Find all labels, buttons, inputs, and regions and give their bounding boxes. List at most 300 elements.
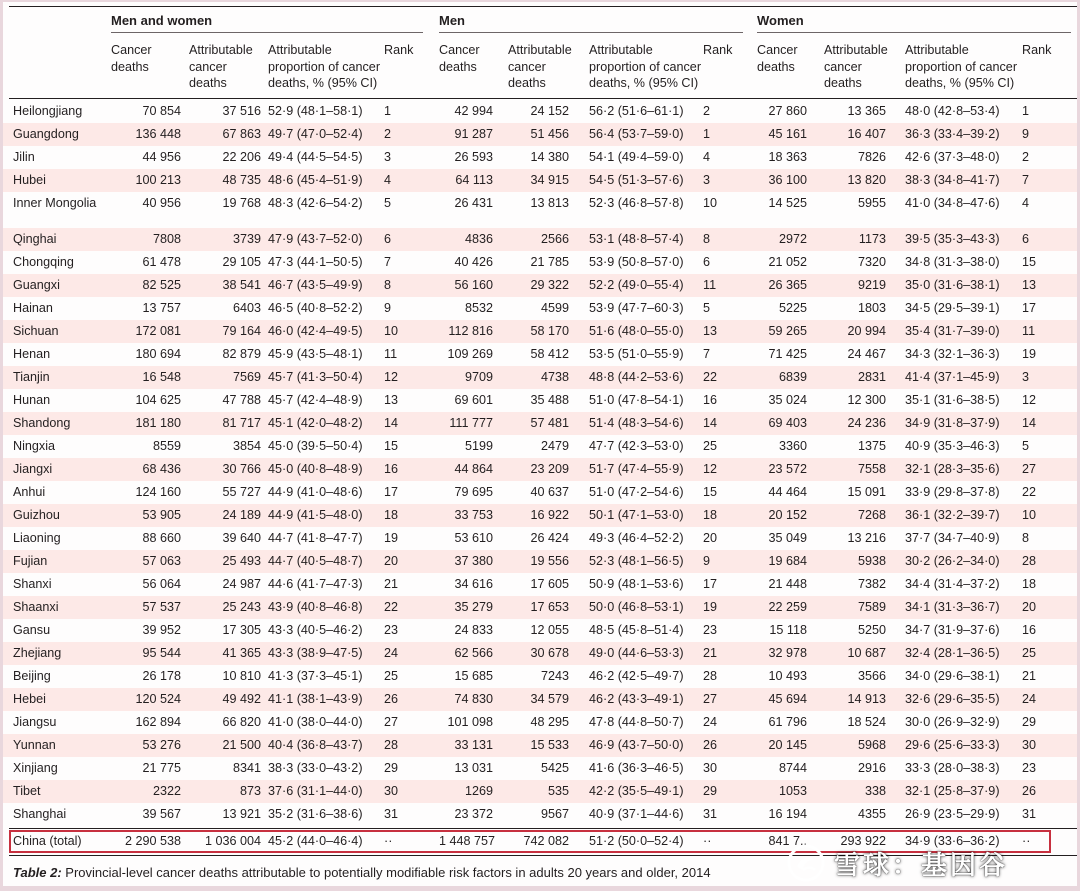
cell-province: China (total) [13, 834, 82, 848]
cell-attributable-proportion: 43·3 (38·9–47·5) [268, 646, 363, 660]
cell-attributable-proportion: 33·9 (29·8–37·8) [905, 485, 1000, 499]
cell-rank: 31 [384, 807, 399, 821]
cell-attributable-proportion: 34·0 (29·6–38·1) [905, 669, 1000, 683]
cell-attributable-deaths: 1803 [857, 301, 886, 315]
cell-attributable-proportion: 53·9 (50·8–57·0) [589, 255, 684, 269]
cell-cancer-deaths: 8559 [152, 439, 181, 453]
cell-province: Guizhou [13, 508, 60, 522]
cell-attributable-deaths: 15 091 [847, 485, 886, 499]
cell-attributable-deaths: 47 788 [222, 393, 261, 407]
cell-cancer-deaths: 91 287 [454, 127, 493, 141]
cell-attributable-deaths: 82 879 [222, 347, 261, 361]
cell-attributable-proportion: 34·1 (31·3–36·7) [905, 600, 1000, 614]
cell-rank: 7 [384, 255, 392, 269]
cell-rank: 12 [1022, 393, 1037, 407]
cell-rank: 28 [384, 738, 399, 752]
cell-province: Tibet [13, 784, 41, 798]
cell-attributable-deaths: 35 488 [530, 393, 569, 407]
cell-attributable-proportion: 26·9 (23·5–29·9) [905, 807, 1000, 821]
cell-cancer-deaths: 14 525 [768, 196, 807, 210]
cell-attributable-proportion: 56·2 (51·6–61·1) [589, 104, 684, 118]
cell-attributable-proportion: 45·7 (42·4–48·9) [268, 393, 363, 407]
cell-cancer-deaths: 36 100 [768, 173, 807, 187]
cell-rank: 6 [384, 232, 392, 246]
cell-attributable-proportion: 35·1 (31·6–38·5) [905, 393, 1000, 407]
cell-attributable-deaths: 8341 [232, 761, 261, 775]
cell-province: Shanxi [13, 577, 52, 591]
cell-province: Beijing [13, 669, 51, 683]
cell-attributable-proportion: 54·5 (51·3–57·6) [589, 173, 684, 187]
cell-cancer-deaths: 21 448 [768, 577, 807, 591]
cell-cancer-deaths: 181 180 [135, 416, 181, 430]
cell-province: Liaoning [13, 531, 61, 545]
cancer-deaths-header: Cancer deaths [111, 43, 152, 74]
cell-attributable-proportion: 38·3 (33·0–43·2) [268, 761, 363, 775]
cell-attributable-proportion: 46·2 (43·3–49·1) [589, 692, 684, 706]
cell-rank: 14 [1022, 416, 1037, 430]
rank-header: Rank [384, 43, 414, 57]
cell-attributable-deaths: 29 105 [222, 255, 261, 269]
cell-attributable-deaths: 14 380 [530, 150, 569, 164]
cell-cancer-deaths: 33 131 [454, 738, 493, 752]
cell-rank: 15 [1022, 255, 1037, 269]
cell-rank: 31 [703, 807, 718, 821]
cell-attributable-proportion: 40·9 (37·1–44·6) [589, 807, 684, 821]
cell-cancer-deaths: 2972 [778, 232, 807, 246]
cell-attributable-proportion: 42·2 (35·5–49·1) [589, 784, 684, 798]
watermark [786, 840, 1008, 886]
table-row [3, 458, 1077, 481]
cell-rank: 15 [703, 485, 718, 499]
cell-province: Gansu [13, 623, 51, 637]
cell-cancer-deaths: 20 145 [768, 738, 807, 752]
cell-attributable-deaths: 2566 [540, 232, 569, 246]
table-row [3, 251, 1077, 274]
cell-attributable-proportion: 49·0 (44·6–53·3) [589, 646, 684, 660]
cell-rank: 11 [703, 278, 717, 292]
cell-cancer-deaths: 8532 [464, 301, 493, 315]
table-sheet [3, 2, 1077, 886]
cell-cancer-deaths: 62 566 [454, 646, 493, 660]
group-header-men: Men [439, 13, 465, 28]
caption-label: Table 2: [13, 865, 62, 880]
cell-attributable-proportion: 52·3 (48·1–56·5) [589, 554, 684, 568]
attributable-deaths-header: Attributable cancer deaths [508, 43, 572, 90]
cell-attributable-deaths: 12 055 [530, 623, 569, 637]
cell-province: Hubei [13, 173, 46, 187]
cell-cancer-deaths: 21 052 [768, 255, 807, 269]
cell-rank: 25 [1022, 646, 1037, 660]
cell-rank: 28 [703, 669, 718, 683]
cell-rank: 23 [1022, 761, 1037, 775]
cell-attributable-proportion: 45·1 (42·0–48·2) [268, 416, 363, 430]
cell-attributable-deaths: 7558 [857, 462, 886, 476]
cell-attributable-proportion: 47·7 (42·3–53·0) [589, 439, 684, 453]
cell-attributable-deaths: 17 305 [222, 623, 261, 637]
cell-cancer-deaths: 40 956 [142, 196, 181, 210]
cell-rank: 21 [703, 646, 718, 660]
cell-rank: 13 [384, 393, 399, 407]
cell-attributable-deaths: 55 727 [222, 485, 261, 499]
cell-rank: 2 [1022, 150, 1030, 164]
cell-attributable-proportion: 48·8 (44·2–53·6) [589, 370, 684, 384]
cell-attributable-proportion: 47·3 (44·1–50·5) [268, 255, 363, 269]
cell-attributable-deaths: 7826 [857, 150, 886, 164]
cell-cancer-deaths: 82 525 [142, 278, 181, 292]
cell-attributable-proportion: 34·9 (31·8–37·9) [905, 416, 1000, 430]
cell-cancer-deaths: 39 952 [142, 623, 181, 637]
cell-rank: 5 [703, 301, 711, 315]
cell-cancer-deaths: 71 425 [768, 347, 807, 361]
cell-attributable-proportion: 44·9 (41·0–48·6) [268, 485, 363, 499]
cell-attributable-proportion: 38·3 (34·8–41·7) [905, 173, 1000, 187]
cell-cancer-deaths: 109 269 [447, 347, 493, 361]
cell-attributable-deaths: 293 922 [840, 834, 886, 848]
cell-rank: 26 [384, 692, 399, 706]
cell-attributable-proportion: 48·6 (45·4–51·9) [268, 173, 363, 187]
cell-attributable-deaths: 5250 [857, 623, 886, 637]
cell-attributable-proportion: 54·1 (49·4–59·0) [589, 150, 684, 164]
table-row [3, 757, 1077, 780]
table-row [3, 366, 1077, 389]
cell-attributable-proportion: 53·1 (48·8–57·4) [589, 232, 684, 246]
cell-province: Fujian [13, 554, 48, 568]
cell-attributable-proportion: 46·9 (43·7–50·0) [589, 738, 684, 752]
table-row [3, 481, 1077, 504]
cell-attributable-deaths: 48 295 [530, 715, 569, 729]
cell-attributable-deaths: 7243 [540, 669, 569, 683]
cell-cancer-deaths: 120 524 [135, 692, 181, 706]
cell-rank: 25 [384, 669, 399, 683]
cell-attributable-deaths: 30 678 [530, 646, 569, 660]
cell-rank: 6 [703, 255, 711, 269]
cell-cancer-deaths: 56 064 [142, 577, 181, 591]
cell-rank: 3 [1022, 370, 1030, 384]
cell-attributable-deaths: 16 922 [530, 508, 569, 522]
cell-cancer-deaths: 16 194 [768, 807, 807, 821]
cell-rank: 30 [1022, 738, 1037, 752]
cell-cancer-deaths: 35 279 [454, 600, 493, 614]
cell-cancer-deaths: 68 436 [142, 462, 181, 476]
cell-rank: 10 [703, 196, 718, 210]
cell-attributable-deaths: 21 785 [530, 255, 569, 269]
cell-attributable-proportion: 45·0 (39·5–50·4) [268, 439, 363, 453]
cell-attributable-proportion: 50·0 (46·8–53·1) [589, 600, 684, 614]
group-header-men-and-women: Men and women [111, 13, 213, 28]
cell-cancer-deaths: 5199 [464, 439, 493, 453]
cell-attributable-proportion: 52·2 (49·0–55·4) [589, 278, 684, 292]
cell-cancer-deaths: 13 757 [142, 301, 181, 315]
cell-province: Hunan [13, 393, 51, 407]
rank-header: Rank [1022, 43, 1052, 57]
cell-rank: 8 [703, 232, 711, 246]
cell-cancer-deaths: 34 616 [454, 577, 493, 591]
cell-attributable-deaths: 12 300 [847, 393, 886, 407]
cell-attributable-deaths: 13 813 [530, 196, 569, 210]
cell-attributable-deaths: 13 216 [847, 531, 886, 545]
cell-rank: 6 [1022, 232, 1030, 246]
cell-rank: 28 [1022, 554, 1037, 568]
cell-province: Hebei [13, 692, 46, 706]
cell-province: Shandong [13, 416, 71, 430]
cell-cancer-deaths: 1053 [778, 784, 807, 798]
cell-cancer-deaths: 64 113 [455, 173, 493, 187]
cell-cancer-deaths: 19 684 [768, 554, 807, 568]
cell-cancer-deaths: 79 695 [454, 485, 493, 499]
cell-rank: 22 [384, 600, 399, 614]
cell-rank: 4 [1022, 196, 1030, 210]
cell-attributable-deaths: 23 209 [530, 462, 569, 476]
table-row [3, 146, 1077, 169]
cell-attributable-deaths: 38 541 [222, 278, 261, 292]
cell-rank: 18 [1022, 577, 1037, 591]
cell-province: Jilin [13, 150, 35, 164]
cell-cancer-deaths: 95 544 [142, 646, 181, 660]
cell-attributable-deaths: 3854 [232, 439, 261, 453]
cell-attributable-proportion: 52·3 (46·8–57·8) [589, 196, 684, 210]
cell-attributable-deaths: 58 170 [530, 324, 569, 338]
cell-province: Yunnan [13, 738, 56, 752]
cell-cancer-deaths: 53 610 [454, 531, 493, 545]
cell-rank: 18 [384, 508, 399, 522]
cell-rank: 17 [1022, 301, 1037, 315]
cell-rank: 9 [384, 301, 392, 315]
cell-rank: 14 [384, 416, 399, 430]
cell-attributable-deaths: 24 987 [222, 577, 261, 591]
cell-cancer-deaths: 20 152 [768, 508, 807, 522]
cell-rank: 27 [703, 692, 718, 706]
cell-rank: 16 [1022, 623, 1037, 637]
cell-rank: 10 [1022, 508, 1037, 522]
cell-cancer-deaths: 162 894 [135, 715, 181, 729]
cell-attributable-proportion: 44·6 (41·7–47·3) [268, 577, 363, 591]
cell-attributable-deaths: 26 424 [530, 531, 569, 545]
cell-cancer-deaths: 70 854 [142, 104, 181, 118]
cell-cancer-deaths: 74 830 [454, 692, 493, 706]
cell-attributable-proportion: 32·6 (29·6–35·5) [905, 692, 1000, 706]
cell-attributable-proportion: 34·4 (31·4–37·2) [905, 577, 1000, 591]
table-row [3, 412, 1077, 435]
cell-cancer-deaths: 39 567 [142, 807, 181, 821]
cell-attributable-proportion: 40·9 (35·3–46·3) [905, 439, 1000, 453]
cell-rank: 24 [384, 646, 399, 660]
cell-rank: 7 [1022, 173, 1030, 187]
cell-attributable-deaths: 2831 [857, 370, 886, 384]
table-row [3, 642, 1077, 665]
cell-attributable-deaths: 7320 [857, 255, 886, 269]
cell-attributable-deaths: 49 492 [222, 692, 261, 706]
table-row [3, 780, 1077, 803]
cell-attributable-deaths: 20 994 [847, 324, 886, 338]
cell-province: Tianjin [13, 370, 50, 384]
cell-cancer-deaths: 1269 [464, 784, 493, 798]
cell-province: Ningxia [13, 439, 55, 453]
cell-attributable-proportion: 43·3 (40·5–46·2) [268, 623, 363, 637]
cell-attributable-deaths: 24 236 [847, 416, 886, 430]
cell-attributable-deaths: 57 481 [530, 416, 569, 430]
attributable-proportion-header: Attributable proportion of cancer deaths, % (95% CI) [905, 43, 1018, 90]
cell-attributable-proportion: 35·4 (31·7–39·0) [905, 324, 1000, 338]
cell-attributable-proportion: 53·5 (51·0–55·9) [589, 347, 684, 361]
cell-attributable-proportion: 35·2 (31·6–38·6) [268, 807, 363, 821]
table-row [3, 550, 1077, 573]
cell-attributable-proportion: 47·8 (44·8–50·7) [589, 715, 684, 729]
cell-attributable-proportion: 41·6 (36·3–46·5) [589, 761, 684, 775]
cell-rank: 30 [703, 761, 718, 775]
cell-attributable-proportion: 30·0 (26·9–32·9) [905, 715, 1000, 729]
group-underline [111, 32, 423, 33]
cell-attributable-deaths: 1 036 004 [204, 834, 261, 848]
cell-rank: 18 [703, 508, 718, 522]
cell-attributable-proportion: 56·4 (53·7–59·0) [589, 127, 684, 141]
cell-attributable-proportion: 50·1 (47·1–53·0) [589, 508, 684, 522]
cell-cancer-deaths: 45 161 [768, 127, 807, 141]
cell-province: Shanghai [13, 807, 67, 821]
cell-cancer-deaths: 53 905 [142, 508, 181, 522]
cell-attributable-proportion: 51·0 (47·2–54·6) [589, 485, 684, 499]
cell-province: Qinghai [13, 232, 57, 246]
snowball-logo-icon [786, 843, 826, 883]
cell-rank: 27 [1022, 462, 1037, 476]
cell-attributable-proportion: 43·9 (40·8–46·8) [268, 600, 363, 614]
cell-attributable-deaths: 2479 [540, 439, 569, 453]
cell-cancer-deaths: 10 493 [768, 669, 807, 683]
column-header-row [3, 36, 1077, 98]
cell-attributable-proportion: 51·7 (47·4–55·9) [589, 462, 684, 476]
cell-cancer-deaths: 5225 [778, 301, 807, 315]
cell-attributable-deaths: 4355 [857, 807, 886, 821]
cell-cancer-deaths: 32 978 [768, 646, 807, 660]
cell-cancer-deaths: 18 363 [768, 150, 807, 164]
cell-cancer-deaths: 45 694 [768, 692, 807, 706]
cell-rank: 7 [703, 347, 711, 361]
cell-attributable-deaths: 3566 [857, 669, 886, 683]
cell-rank: ·· [1022, 834, 1031, 848]
cell-attributable-deaths: 14 913 [847, 692, 886, 706]
cell-rank: 26 [1022, 784, 1037, 798]
cell-rank: 19 [384, 531, 399, 545]
cell-attributable-deaths: 81 717 [222, 416, 261, 430]
cell-cancer-deaths: 23 572 [768, 462, 807, 476]
cell-rank: 26 [703, 738, 718, 752]
cell-cancer-deaths: 1 448 757 [439, 834, 496, 848]
group-underline [757, 32, 1071, 33]
cell-attributable-proportion: 49·7 (47·0–52·4) [268, 127, 363, 141]
cell-attributable-deaths: 15 533 [530, 738, 569, 752]
cell-rank: 25 [703, 439, 718, 453]
cell-attributable-proportion: 29·6 (25·6–33·3) [905, 738, 1000, 752]
cell-attributable-proportion: 36·1 (32·2–39·7) [905, 508, 1000, 522]
cell-attributable-deaths: 7589 [857, 600, 886, 614]
cell-cancer-deaths: 8744 [778, 761, 807, 775]
table-row [3, 274, 1077, 297]
cell-cancer-deaths: 56 160 [454, 278, 493, 292]
cell-attributable-proportion: 45·0 (40·8–48·9) [268, 462, 363, 476]
cell-cancer-deaths: 40 426 [454, 255, 493, 269]
cell-attributable-proportion: 34·8 (31·3–38·0) [905, 255, 1000, 269]
cell-province: Guangxi [13, 278, 60, 292]
group-header-row [3, 8, 1077, 34]
watermark-text: 雪球：基因谷 [834, 849, 1009, 880]
cell-province: Shaanxi [13, 600, 59, 614]
cell-attributable-proportion: 51·2 (50·0–52·4) [589, 834, 684, 848]
cell-province: Henan [13, 347, 51, 361]
cell-cancer-deaths: 16 548 [142, 370, 181, 384]
cell-cancer-deaths: 841 7.. [768, 834, 807, 848]
cell-attributable-deaths: 34 915 [530, 173, 569, 187]
cell-attributable-deaths: 535 [547, 784, 569, 798]
cell-cancer-deaths: 24 833 [454, 623, 493, 637]
cell-cancer-deaths: 44 956 [142, 150, 181, 164]
cell-rank: 31 [1022, 807, 1037, 821]
cell-attributable-proportion: 45·9 (43·5–48·1) [268, 347, 363, 361]
cell-cancer-deaths: 35 024 [768, 393, 807, 407]
cell-rank: 12 [384, 370, 399, 384]
cell-rank: 24 [703, 715, 718, 729]
cell-attributable-proportion: 36·3 (33·4–39·2) [905, 127, 1000, 141]
cell-cancer-deaths: 15 685 [454, 669, 493, 683]
cell-cancer-deaths: 35 049 [768, 531, 807, 545]
table-row [3, 192, 1077, 228]
cell-attributable-deaths: 16 407 [847, 127, 886, 141]
cell-attributable-deaths: 29 322 [530, 278, 569, 292]
cell-rank: ·· [384, 834, 393, 848]
cell-rank: 24 [1022, 692, 1037, 706]
cell-attributable-proportion: 53·9 (47·7–60·3) [589, 301, 684, 315]
cell-attributable-deaths: 79 164 [222, 324, 261, 338]
cell-attributable-deaths: 17 653 [530, 600, 569, 614]
cancer-deaths-header: Cancer deaths [757, 43, 798, 74]
cell-cancer-deaths: 180 694 [135, 347, 181, 361]
cell-attributable-proportion: 48·0 (42·8–53·4) [905, 104, 1000, 118]
cell-province: Zhejiang [13, 646, 62, 660]
cell-rank: 29 [703, 784, 718, 798]
group-underline [439, 32, 743, 33]
table-top-rule [9, 6, 1077, 7]
cell-cancer-deaths: 44 464 [768, 485, 807, 499]
cell-attributable-proportion: 46·7 (43·5–49·9) [268, 278, 363, 292]
cell-rank: 19 [703, 600, 718, 614]
cell-attributable-proportion: 51·4 (48·3–54·6) [589, 416, 684, 430]
cell-attributable-proportion: 32·1 (28·3–35·6) [905, 462, 1000, 476]
cell-attributable-deaths: 41 365 [222, 646, 261, 660]
cell-cancer-deaths: 9709 [464, 370, 493, 384]
cell-attributable-deaths: 13 921 [222, 807, 261, 821]
cell-rank: 3 [703, 173, 711, 187]
cell-attributable-deaths: 24 467 [847, 347, 886, 361]
cell-attributable-deaths: 7569 [232, 370, 261, 384]
cell-attributable-deaths: 9567 [540, 807, 569, 821]
table-row [3, 734, 1077, 757]
cell-attributable-deaths: 6403 [232, 301, 261, 315]
cell-cancer-deaths: 69 601 [454, 393, 493, 407]
cell-rank: 4 [384, 173, 392, 187]
table-row [3, 389, 1077, 412]
table-row [3, 711, 1077, 734]
cell-cancer-deaths: 23 372 [454, 807, 493, 821]
cell-cancer-deaths: 172 081 [135, 324, 181, 338]
cell-rank: 9 [1022, 127, 1030, 141]
cell-cancer-deaths: 27 860 [768, 104, 807, 118]
table-caption [13, 864, 711, 882]
cell-attributable-deaths: 37 516 [222, 104, 261, 118]
cell-attributable-deaths: 10 810 [222, 669, 261, 683]
cell-attributable-deaths: 67 863 [222, 127, 261, 141]
cell-attributable-deaths: 58 412 [530, 347, 569, 361]
cell-rank: 13 [703, 324, 718, 338]
cell-attributable-proportion: 34·9 (33·6–36·2) [905, 834, 1000, 848]
cell-rank: 12 [703, 462, 718, 476]
